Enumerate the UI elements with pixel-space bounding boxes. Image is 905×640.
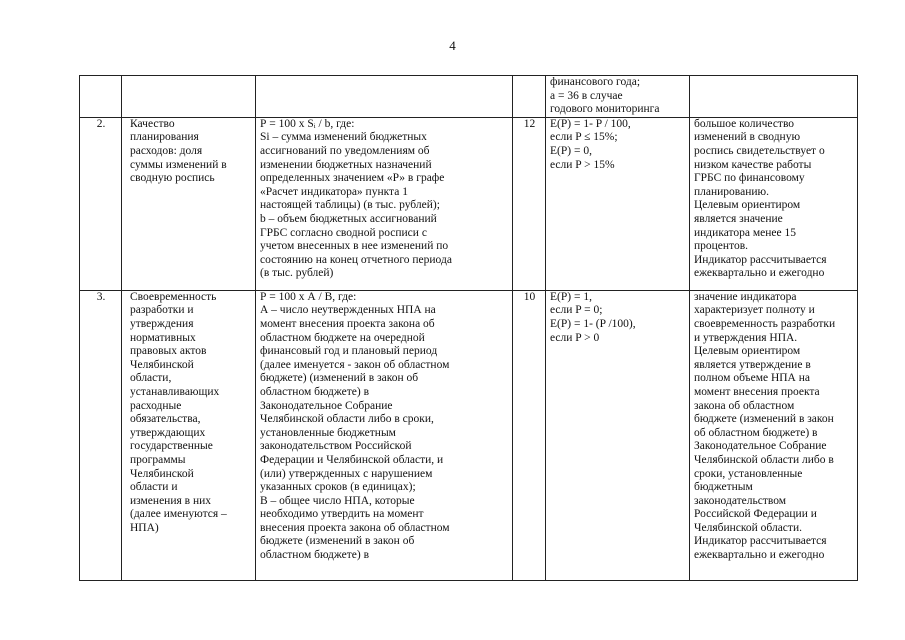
cell-comment (690, 76, 858, 118)
indicator-name (122, 117, 256, 290)
formula-head: Р = 100 x А / В, где: (260, 290, 357, 303)
indicator-name (122, 290, 256, 580)
table-row (80, 290, 858, 580)
comment-text: значение индикатора характеризует полноту и своевременность разработки и утверждения НПА. Целевым ориентиром является утверждение в полном объеме НПА на момент внесения проекта закона об областном бюджете (изменений в закон об областном бюджете) в Законодательное Собрание Челябинской области либо в сроки, установленные бюджетным законодательством Российской Федерации и Челябинской области. Индикатор рассчитывается ежеквартально и ежегодно (694, 290, 836, 562)
evaluation-text: E(P) = 1, если P = 0; E(P) = 1- (P /100), если P > 0 (550, 290, 636, 344)
formula-text: А – число неутвержденных НПА на момент внесения проекта закона об областном бюджете на очередной финансовый год и плановый период (далее именуется - закон об областном бюджете) (изменений в закон об областном бюджете) в Законодательное Собрание Челябинской области либо в сроки, установленные бюджетным законодательством Российской Федерации и Челябинской области, и (или) утвержденных с нарушением указанных сроков (в единицах); В – общее число НПА, которые необходимо утвердить на момент внесения проекта закона об областном бюджете (изменений в закон об областном бюджете) в (260, 304, 450, 562)
indicator-comment (690, 290, 858, 580)
comment-text: большое количество изменений в сводную роспись свидетельствует о низком качестве работы ГРБС по финансовому планированию. Целевым ориентиром является значение индикатора менее 15 процентов. Индикатор рассчитывается ежеквартально и ежегодно (694, 117, 827, 280)
indicator-evaluation (546, 117, 690, 290)
evaluation-text: финансового года; а = 36 в случае годового мониторинга (550, 76, 660, 116)
indicator-name-text: Качество планирования расходов: доля суммы изменений в сводную роспись (130, 117, 227, 185)
table-row-carry-over (80, 76, 858, 118)
indicator-table (79, 75, 858, 581)
cell-name (122, 76, 256, 118)
indicator-formula (256, 290, 513, 580)
indicator-weight: 12 (513, 117, 546, 290)
row-number: 2. (80, 117, 122, 290)
evaluation-text: E(P) = 1- P / 100, если P ≤ 15%; E(P) = 0, если P > 15% (550, 117, 631, 171)
formula-text: Si – сумма изменений бюджетных ассигнований по уведомлениям об изменении бюджетных назначений определенных значением «Р» в графе «Расчет индикатора» пункта 1 настоящей таблицы) (в тыс. рублей); b – объем бюджетных ассигнований ГРБС согласно сводной росписи с учетом внесенных в нее изменений по состоянию на конец отчетного периода (в тыс. рублей) (260, 131, 452, 280)
cell-num (80, 76, 122, 118)
indicator-name-text: Своевременность разработки и утверждения нормативных правовых актов Челябинской области, устанавливающих расходные обязательства, утверждающих государственные программы Челябинской области и изменения в них (далее именуются – НПА) (130, 290, 227, 534)
cell-weight (513, 76, 546, 118)
formula-head: Р = 100 x Sᵢ / b, где: (260, 117, 355, 130)
indicator-comment (690, 117, 858, 290)
cell-formula (256, 76, 513, 118)
row-number: 3. (80, 290, 122, 580)
indicator-evaluation (546, 290, 690, 580)
page-number: 4 (449, 38, 456, 53)
table-row (80, 117, 858, 290)
cell-evaluation (546, 76, 690, 118)
indicator-weight: 10 (513, 290, 546, 580)
indicator-formula (256, 117, 513, 290)
